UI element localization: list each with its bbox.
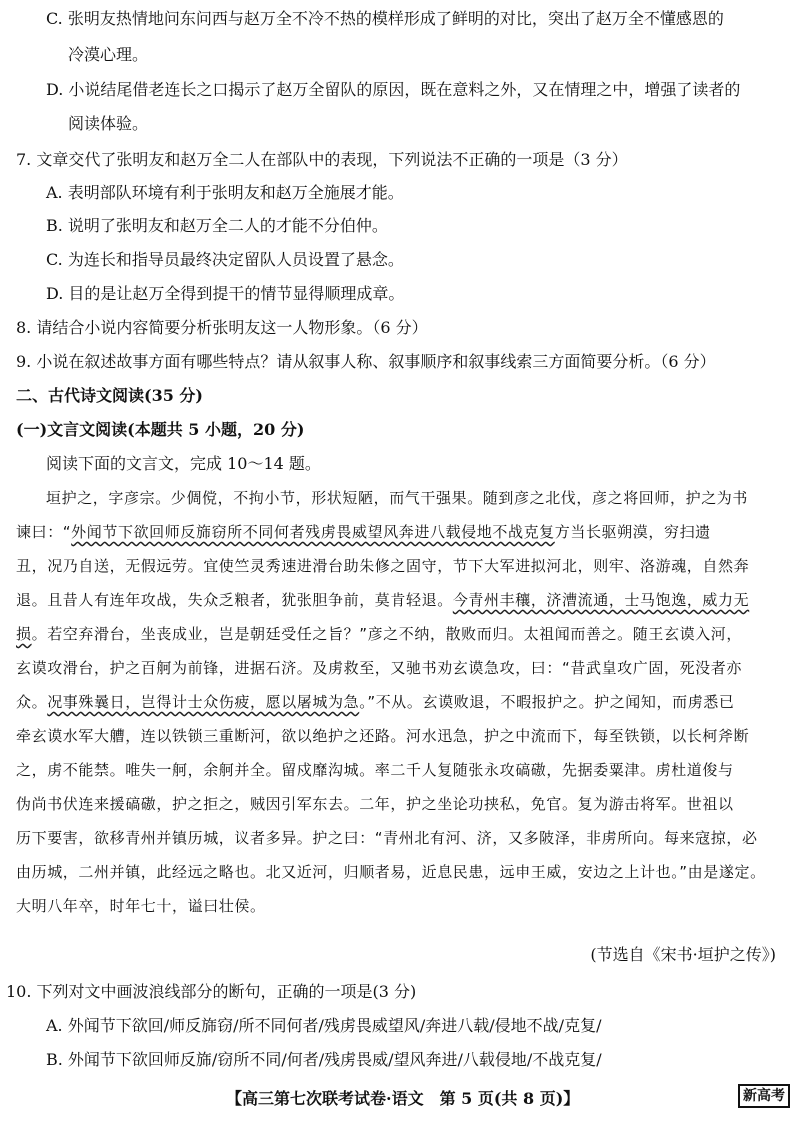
- footer-page-info: 【高三第七次联考试卷·语文 第 5 页(共 8 页)】: [226, 1089, 580, 1108]
- passage-line-3: 丑，况乃自送，无假远劳。宜使竺灵秀速进滑台助朱修之固守，节下大军进拟河北，则牢、洛游魂，自然奔: [16, 557, 750, 575]
- question-10-option-b: B. 外闻节下欲回师反旆/窃所不同/何者/残虏畏威/望风奔进/八载侵地/不战克复/: [46, 1050, 602, 1069]
- reading-instruction: 阅读下面的文言文，完成 10～14 题。: [46, 454, 321, 473]
- question-10-stem: 10. 下列对文中画波浪线部分的断句，正确的一项是(3 分): [6, 982, 417, 1001]
- passage-line-7: 众。况事殊曩日，岂得计士众伤疲，愿以屠城为急。”不从。玄谟败退，不暇报护之。护之闻知，而虏悉已: [16, 693, 735, 711]
- passage-line-6: 玄谟攻滑台，护之百舸为前锋，进据石济。及虏救至，又驰书劝玄谟急攻，曰：“昔武皇攻广固，死没者亦: [16, 659, 742, 677]
- passage-line-1: 垣护之，字彦宗。少倜傥，不拘小节，形状短陋，而气干强果。随到彦之北伐，彦之将回师，护之为书: [46, 489, 749, 507]
- passage-source: (节选自《宋书·垣护之传》): [590, 945, 776, 964]
- exam-type-badge: 新高考: [738, 1084, 790, 1108]
- section-2-title: 二、古代诗文阅读(35 分): [16, 386, 203, 405]
- passage-line-9: 之，虏不能禁。唯失一舸，余舸并全。留戍靡沟城。率二千人复随张永攻碻磝，先据委粟津。虏杜道俊与: [16, 761, 734, 779]
- question-9: 9. 小说在叙述故事方面有哪些特点？请从叙事人称、叙事顺序和叙事线索三方面简要分析。（6 分）: [16, 352, 716, 371]
- passage-line-8: 牵玄谟水军大艚，连以铁锁三重断河，欲以绝护之还路。河水迅急，护之中流而下，每至铁锁，以长柯斧断: [16, 727, 750, 745]
- question-7-option-c: C. 为连长和指导员最终决定留队人员设置了悬念。: [46, 250, 404, 269]
- option-d-line2: 阅读体验。: [68, 114, 149, 133]
- wavy-underlined-sentence: 外闻节下欲回师反旆窃所不同何者残虏畏威望风奔进八载侵地不战克复: [71, 523, 555, 541]
- passage-line-10: 伪尚书伏连来援碻磝，护之拒之，贼因引军东去。二年，护之坐论功挟私，免官。复为游击将军。世祖以: [16, 795, 734, 813]
- option-c-line2: 冷漠心理。: [68, 45, 149, 64]
- question-10-option-a: A. 外闻节下欲回/师反旆窃/所不同何者/残虏畏威望风/奔进八载/侵地不战/克复/: [46, 1016, 602, 1035]
- passage-line-11: 历下要害，欲移青州并镇历城，议者多异。护之曰：“青州北有河、济，又多陂泽，非虏所向。每来寇掠，必: [16, 829, 758, 847]
- option-d-line1: D. 小说结尾借老连长之口揭示了赵万全留队的原因，既在意料之外，又在情理之中，增强了读者的: [46, 80, 741, 99]
- underlined-translation-sentence-1-end: 损: [16, 625, 32, 643]
- passage-line-13: 大明八年卒，时年七十，谥曰壮侯。: [16, 897, 266, 915]
- passage-line-5: 损。若空弃滑台，坐丧成业，岂是朝廷受任之旨？”彦之不纳，散败而归。太祖闻而善之。随王玄谟入河，: [16, 625, 742, 643]
- underlined-translation-sentence-2: 况事殊曩日，岂得计士众伤疲，愿以屠城为急: [47, 693, 360, 711]
- option-c-line1: C. 张明友热情地问东问西与赵万全不冷不热的模样形成了鲜明的对比，突出了赵万全不懂感恩的: [46, 9, 724, 28]
- page-footer: [0, 1086, 800, 1110]
- question-7-option-d: D. 目的是让赵万全得到提干的情节显得顺理成章。: [46, 284, 405, 303]
- question-7-stem: 7. 文章交代了张明友和赵万全二人在部队中的表现，下列说法不正确的一项是（3 分）: [16, 150, 628, 169]
- question-7-option-a: A. 表明部队环境有利于张明友和赵万全施展才能。: [46, 183, 404, 202]
- passage-line-4: 退。且昔人有连年攻战，失众乏粮者，犹张胆争前，莫肯轻退。今青州丰穰，济漕流通，士马饱逸，威力无: [16, 591, 750, 609]
- underlined-translation-sentence-1: 今青州丰穰，济漕流通，士马饱逸，威力无: [452, 591, 750, 609]
- subsection-1-title: (一)文言文阅读(本题共 5 小题，20 分): [16, 420, 305, 439]
- passage-line-12: 由历城，二州并镇，此经远之略也。北又近河，归顺者易，近息民患，远申王威，安边之上计也。”由是遂定。: [16, 863, 766, 881]
- question-7-option-b: B. 说明了张明友和赵万全二人的才能不分伯仲。: [46, 216, 388, 235]
- passage-line-2: 谏曰：“外闻节下欲回师反旆窃所不同何者残虏畏威望风奔进八载侵地不战克复方当长驱朔漠，穷扫遗: [16, 523, 711, 541]
- question-8: 8. 请结合小说内容简要分析张明友这一人物形象。（6 分）: [16, 318, 428, 337]
